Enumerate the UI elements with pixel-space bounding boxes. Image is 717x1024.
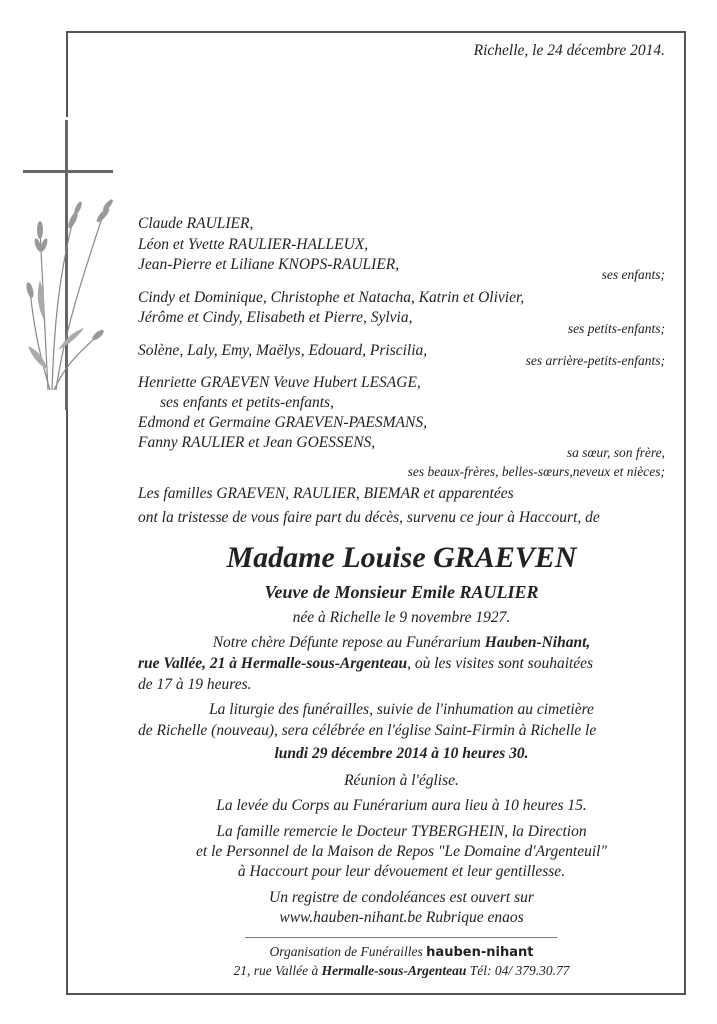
cross-wheat-illustration	[18, 120, 118, 410]
frame-left-border-lower	[66, 407, 68, 995]
footer-org-text: Organisation de Funérailles	[269, 944, 427, 959]
children-role: ses enfants;	[601, 267, 665, 282]
inlaws-role: ses beaux-frères, belles-sœurs,neveux et nièces;	[407, 464, 665, 479]
thanks-line-1: La famille remercie le Docteur TYBERGHEIN, la Direction	[216, 823, 587, 840]
thanks-line-2: et le Personnel de la Maison de Repos "Le Domaine d'Argenteuil"	[196, 843, 607, 860]
thanks-line-3: à Haccourt pour leur dévouement et leur gentillesse.	[237, 863, 566, 880]
frame-bottom-border	[66, 993, 686, 995]
rest-line-1	[138, 634, 665, 652]
meeting-line: Réunion à l'église.	[344, 772, 459, 789]
rest-line-1-text: Notre chère Défunte repose au Funérarium	[212, 634, 485, 651]
child-1: Claude RAULIER,	[138, 215, 254, 232]
siblings-role: sa sœur, son frère,	[566, 445, 665, 460]
families-line: Les familles GRAEVEN, RAULIER, BIEMAR et apparentées	[138, 485, 514, 502]
footer-address-town: Hermalle-sous-Argenteau	[321, 963, 467, 978]
footer-org-line	[138, 943, 665, 962]
great-grandchildren: Solène, Laly, Emy, Maëlys, Edouard, Priscilia,	[138, 342, 428, 359]
announcement-line: ont la tristesse de vous faire part du décès, survenu ce jour à Haccourt, de	[138, 509, 600, 526]
frame-left-border-upper	[66, 31, 68, 117]
grandchildren-2: Jérôme et Cindy, Elisabeth et Pierre, Sylvia,	[138, 309, 413, 326]
frame-top-border	[66, 31, 686, 33]
birth-line: née à Richelle le 9 novembre 1927.	[292, 609, 511, 626]
registry-line-2: www.hauben-nihant.be Rubrique enaos	[279, 909, 524, 926]
date-line: Richelle, le 24 décembre 2014.	[473, 42, 665, 59]
footer-address-a: 21, rue Vallée à	[233, 963, 322, 978]
rest-line-2-text: , où les visites sont souhaitées	[407, 655, 594, 672]
grandchildren-role: ses petits-enfants;	[567, 321, 665, 336]
footer-separator	[245, 937, 557, 938]
footer-phone: Tél: 04/ 379.30.77	[466, 963, 570, 978]
rest-line-2	[138, 655, 593, 673]
sibling-1-family: ses enfants et petits-enfants,	[160, 394, 334, 411]
brand-logo-text: hauben-nihant	[426, 945, 534, 960]
funeral-date-text: lundi 29 décembre 2014 à 10 heures 30.	[274, 745, 529, 762]
sibling-3: Fanny RAULIER et Jean GOESSENS,	[138, 434, 376, 451]
levee-line: La levée du Corps au Funérarium aura lieu à 10 heures 15.	[216, 797, 587, 814]
great-grandchildren-role: ses arrière-petits-enfants;	[525, 353, 665, 368]
funeral-date	[138, 745, 665, 763]
sibling-1: Henriette GRAEVEN Veuve Hubert LESAGE,	[138, 374, 421, 391]
frame-right-border	[684, 31, 686, 995]
deceased-name: Madame Louise GRAEVEN	[226, 541, 577, 574]
footer-address-line	[138, 962, 665, 980]
funeral-line-2: de Richelle (nouveau), sera célébrée en l'église Saint-Firmin à Richelle le	[138, 722, 597, 739]
funeral-line-1: La liturgie des funérailles, suivie de l'inhumation au cimetière	[209, 701, 594, 718]
funeral-home-name: Hauben-Nihant,	[484, 634, 591, 651]
rest-line-3: de 17 à 19 heures.	[138, 676, 252, 693]
registry-line-1: Un registre de condoléances est ouvert sur	[269, 889, 534, 906]
funeral-home-address: rue Vallée, 21 à Hermalle-sous-Argenteau	[138, 655, 408, 672]
child-3: Jean-Pierre et Liliane KNOPS-RAULIER,	[138, 256, 400, 273]
child-2: Léon et Yvette RAULIER-HALLEUX,	[138, 236, 369, 253]
grandchildren-1: Cindy et Dominique, Christophe et Natacha, Katrin et Olivier,	[138, 289, 525, 306]
sibling-2: Edmond et Germaine GRAEVEN-PAESMANS,	[138, 414, 427, 431]
widow-of: Veuve de Monsieur Emile RAULIER	[264, 582, 539, 602]
